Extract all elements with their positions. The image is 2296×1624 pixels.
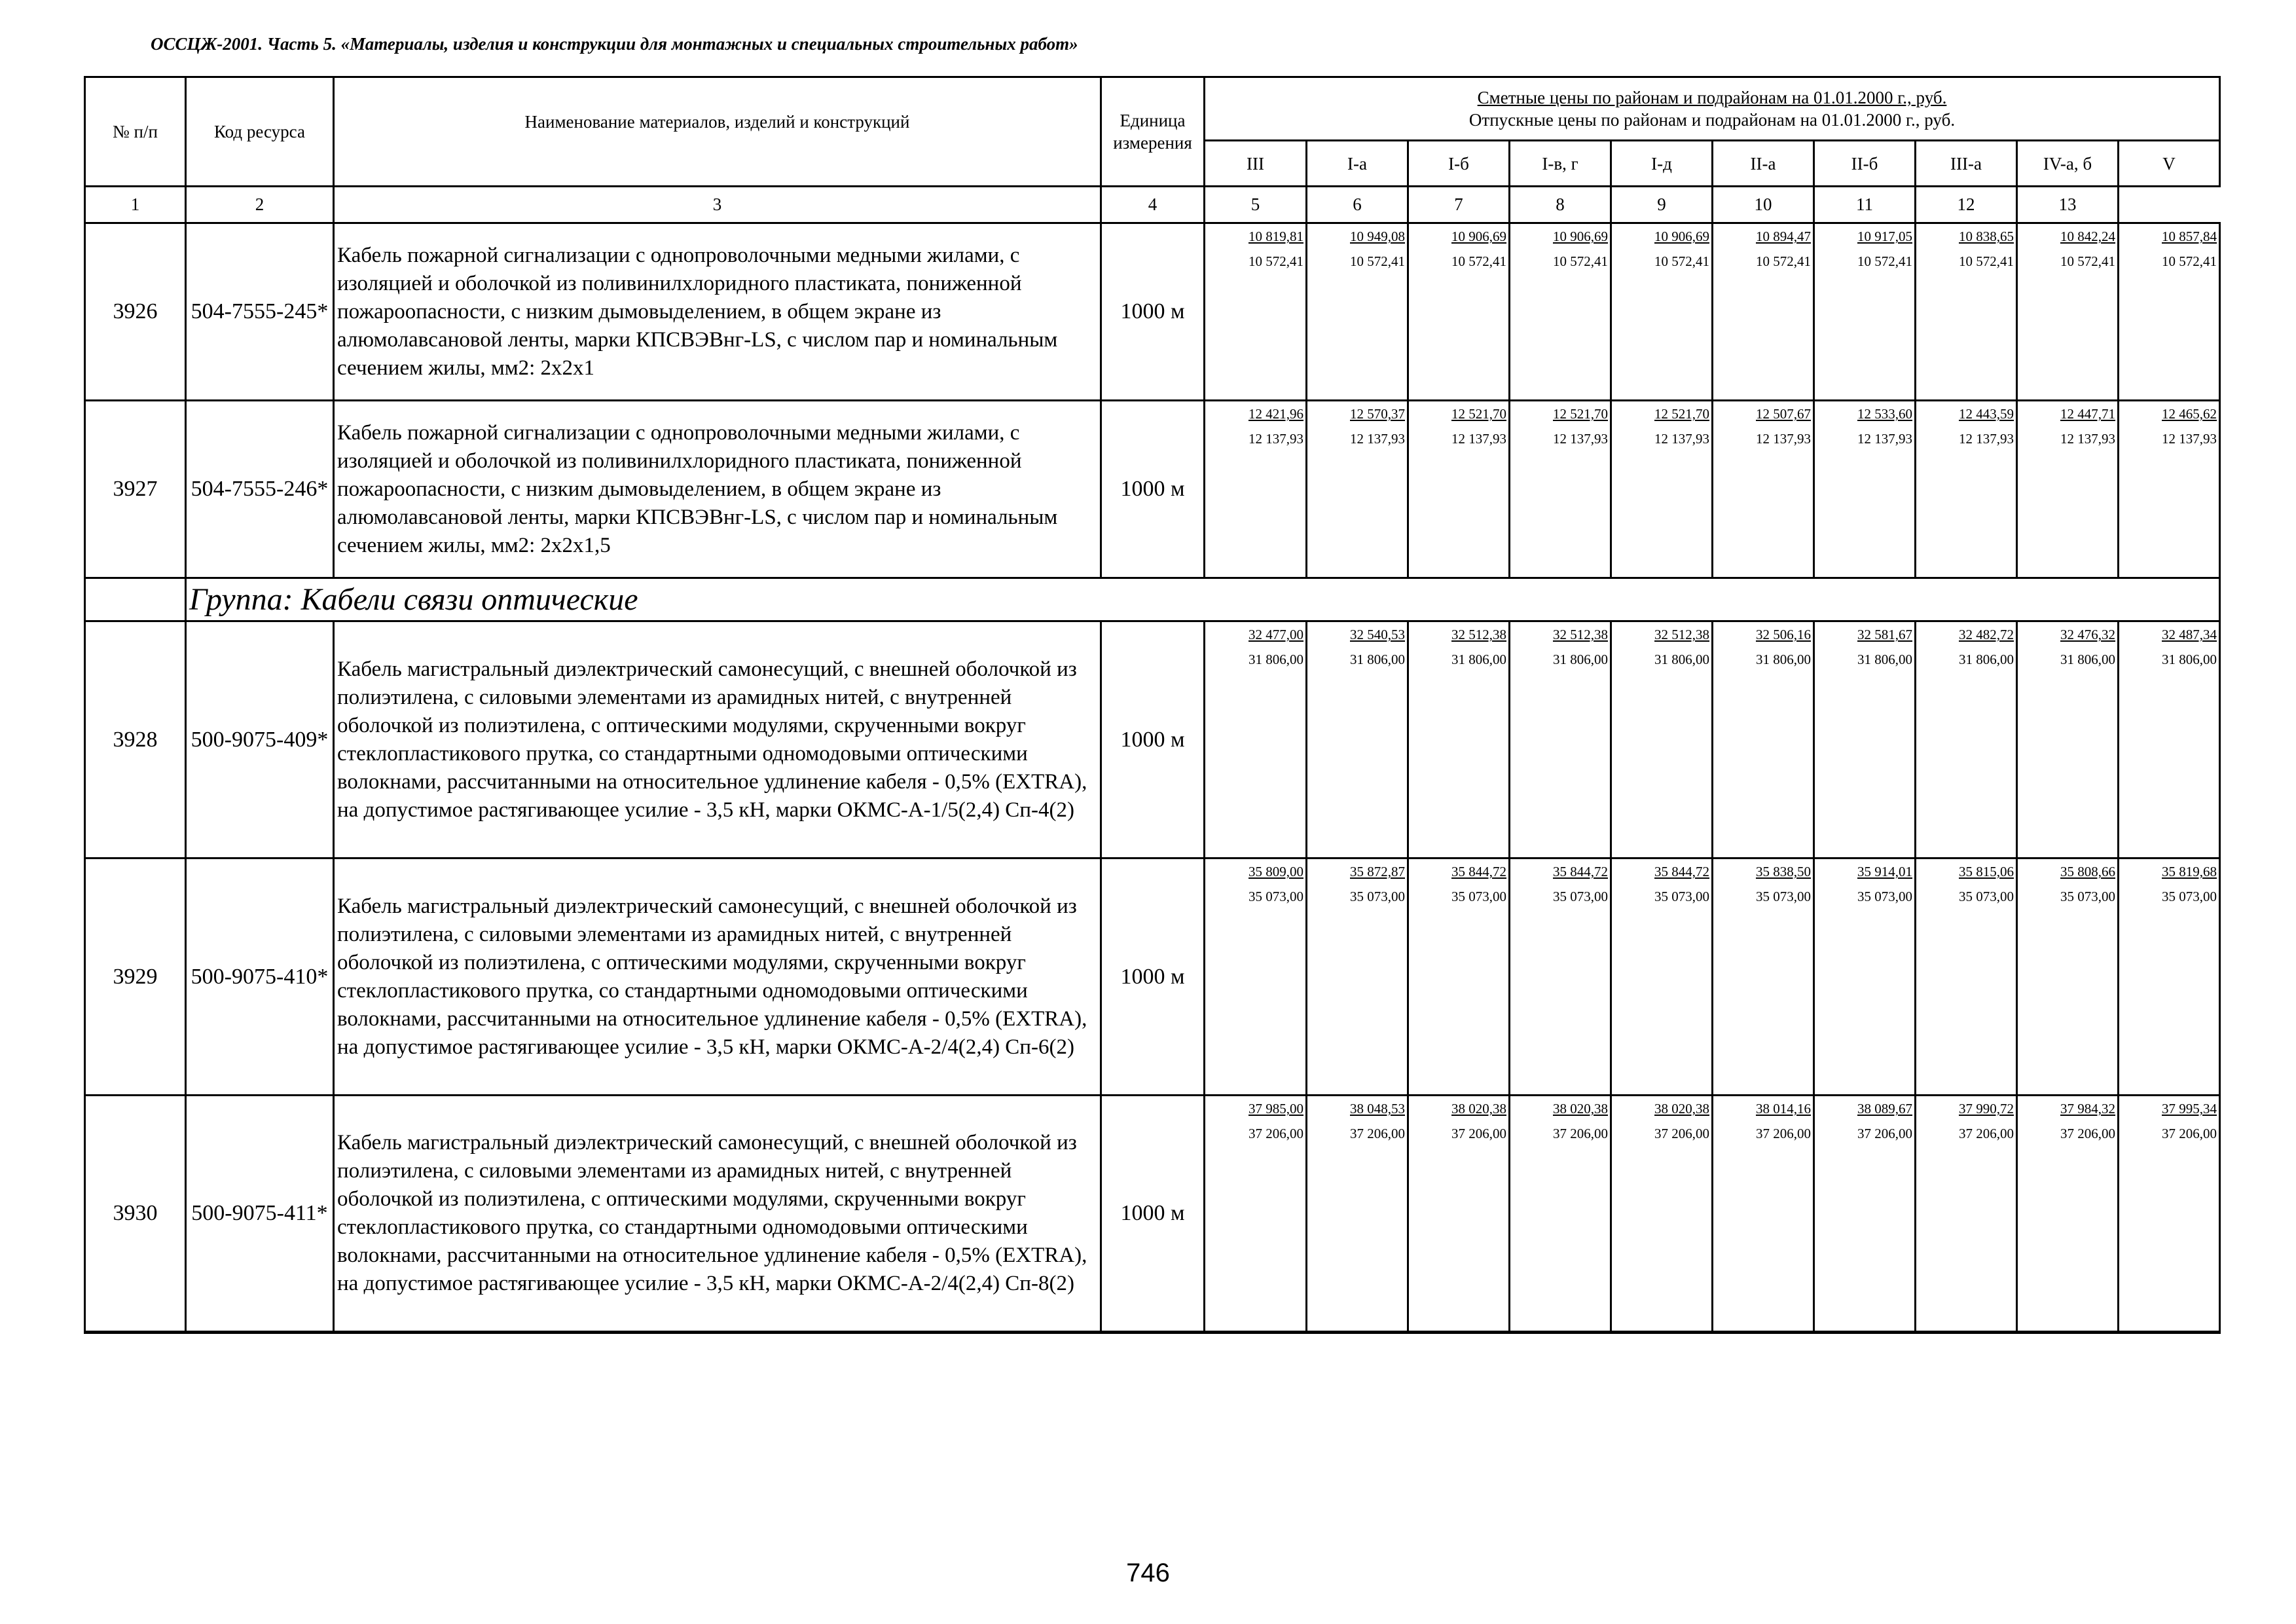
release-price: 31 806,00 xyxy=(1248,652,1303,667)
estimate-price: 12 533,60 xyxy=(1857,406,1912,422)
price-cell xyxy=(1307,858,1408,1096)
price-table-body xyxy=(85,77,2220,1333)
release-price: 12 137,93 xyxy=(1248,431,1303,447)
estimate-price: 32 581,67 xyxy=(1857,627,1912,642)
page-number: 746 xyxy=(1126,1559,1170,1587)
price-cell xyxy=(1916,858,2017,1096)
release-price: 35 073,00 xyxy=(1654,889,1709,904)
estimate-price: 10 906,69 xyxy=(1451,229,1506,244)
release-price: 37 206,00 xyxy=(1350,1126,1405,1141)
group-num-cell xyxy=(85,578,186,621)
price-cell xyxy=(1205,621,1307,858)
price-cell xyxy=(1408,401,1510,578)
price-cell xyxy=(2017,1096,2119,1333)
table-row xyxy=(85,1096,2220,1333)
price-cell xyxy=(1205,858,1307,1096)
release-price: 37 206,00 xyxy=(2060,1126,2115,1141)
estimate-price: 35 844,72 xyxy=(1654,864,1709,879)
item-name: Кабель пожарной сигнализации с однопроволочными медными жилами, с изоляцией и оболочкой из поливинилхлоридного пластиката, пониженной пожароопасности, с низким дымовыделением, в общем экране из алюмолавсановой ленты, марки КПСВЭВнг-LS, с числом пар и номинальным сечением жилы, мм2: 2х2х1,5 xyxy=(334,401,1101,578)
release-price: 12 137,93 xyxy=(1857,431,1912,447)
column-number: 2 xyxy=(186,187,334,223)
district-header: IV-а, б xyxy=(2017,141,2119,187)
release-price: 35 073,00 xyxy=(1248,889,1303,904)
release-price: 31 806,00 xyxy=(1654,652,1709,667)
release-price: 31 806,00 xyxy=(2162,652,2217,667)
estimate-price: 38 020,38 xyxy=(1451,1101,1506,1116)
column-number: 8 xyxy=(1510,187,1611,223)
price-cell xyxy=(1510,223,1611,401)
row-number: 3930 xyxy=(85,1096,186,1333)
release-price: 35 073,00 xyxy=(1756,889,1811,904)
price-cell xyxy=(1510,858,1611,1096)
price-cell xyxy=(1713,401,1814,578)
release-price: 35 073,00 xyxy=(2162,889,2217,904)
estimate-price: 37 985,00 xyxy=(1248,1101,1303,1116)
column-number: 4 xyxy=(1101,187,1205,223)
release-price: 37 206,00 xyxy=(1654,1126,1709,1141)
estimate-price: 35 838,50 xyxy=(1756,864,1811,879)
estimate-price: 10 949,08 xyxy=(1350,229,1405,244)
column-number: 13 xyxy=(2017,187,2119,223)
estimate-price: 12 465,62 xyxy=(2162,406,2217,422)
estimate-price: 10 842,24 xyxy=(2060,229,2115,244)
estimate-price: 38 048,53 xyxy=(1350,1101,1405,1116)
column-number: 3 xyxy=(334,187,1101,223)
district-header: II-б xyxy=(1814,141,1916,187)
estimate-price: 12 447,71 xyxy=(2060,406,2115,422)
release-price: 12 137,93 xyxy=(2162,431,2217,447)
price-cell xyxy=(2119,1096,2220,1333)
estimate-price: 37 984,32 xyxy=(2060,1101,2115,1116)
price-cell xyxy=(1916,1096,2017,1333)
document-title: ОССЦЖ-2001. Часть 5. «Материалы, изделия и конструкции для монтажных и специальных строительных работ» xyxy=(151,34,1078,54)
estimate-price: 32 540,53 xyxy=(1350,627,1405,642)
header-unit-line2: измерения xyxy=(1113,133,1192,153)
release-price: 31 806,00 xyxy=(1959,652,2014,667)
estimate-price: 12 521,70 xyxy=(1654,406,1709,422)
release-price: 31 806,00 xyxy=(1451,652,1506,667)
row-number: 3929 xyxy=(85,858,186,1096)
estimate-price: 12 521,70 xyxy=(1451,406,1506,422)
estimate-price: 12 570,37 xyxy=(1350,406,1405,422)
estimate-price: 35 819,68 xyxy=(2162,864,2217,879)
estimate-price: 37 995,34 xyxy=(2162,1101,2217,1116)
unit-of-measure: 1000 м xyxy=(1101,223,1205,401)
release-price: 37 206,00 xyxy=(1553,1126,1608,1141)
estimate-price: 37 990,72 xyxy=(1959,1101,2014,1116)
column-number: 10 xyxy=(1713,187,1814,223)
estimate-price: 12 507,67 xyxy=(1756,406,1811,422)
item-name: Кабель магистральный диэлектрический самонесущий, с внешней оболочкой из полиэтилена, с силовыми элементами из арамидных нитей, с внутренней оболочкой из полиэтилена, с оптическими модулями, скрученными вокруг стеклопластикового прутка, со стандартными одномодовыми оптическими волокнами, рассчитанными на относительное удлинение кабеля - 0,5% (EXTRA), на допустимое растягивающее усилие - 3,5 кН, марки ОКМС-А-2/4(2,4) Сп-8(2) xyxy=(334,1096,1101,1333)
price-cell xyxy=(1205,401,1307,578)
estimate-price: 35 914,01 xyxy=(1857,864,1912,879)
district-header: V xyxy=(2119,141,2220,187)
release-price: 12 137,93 xyxy=(1654,431,1709,447)
release-price: 31 806,00 xyxy=(1756,652,1811,667)
district-header: I-д xyxy=(1611,141,1713,187)
price-cell xyxy=(1408,223,1510,401)
release-price: 37 206,00 xyxy=(1248,1126,1303,1141)
price-cell xyxy=(1916,621,2017,858)
estimate-price: 10 906,69 xyxy=(1654,229,1709,244)
price-cell xyxy=(1814,1096,1916,1333)
price-cell xyxy=(1713,1096,1814,1333)
column-number: 6 xyxy=(1307,187,1408,223)
price-cell xyxy=(2119,621,2220,858)
district-header: I-а xyxy=(1307,141,1408,187)
price-cell xyxy=(1814,858,1916,1096)
estimate-price: 12 421,96 xyxy=(1248,406,1303,422)
row-number: 3926 xyxy=(85,223,186,401)
column-number: 7 xyxy=(1408,187,1510,223)
resource-code: 504-7555-246* xyxy=(186,401,334,578)
estimate-price: 38 089,67 xyxy=(1857,1101,1912,1116)
release-price: 31 806,00 xyxy=(1857,652,1912,667)
district-header: III-а xyxy=(1916,141,2017,187)
estimate-price: 35 872,87 xyxy=(1350,864,1405,879)
price-cell xyxy=(1814,621,1916,858)
price-cell xyxy=(1510,1096,1611,1333)
price-cell xyxy=(1916,223,2017,401)
resource-code: 500-9075-409* xyxy=(186,621,334,858)
item-name: Кабель магистральный диэлектрический самонесущий, с внешней оболочкой из полиэтилена, с силовыми элементами из арамидных нитей, с внутренней оболочкой из полиэтилена, с оптическими модулями, скрученными вокруг стеклопластикового прутка, со стандартными одномодовыми оптическими волокнами, рассчитанными на относительное удлинение кабеля - 0,5% (EXTRA), на допустимое растягивающее усилие - 3,5 кН, марки ОКМС-А-2/4(2,4) Сп-6(2) xyxy=(334,858,1101,1096)
unit-of-measure: 1000 м xyxy=(1101,1096,1205,1333)
price-cell xyxy=(1205,223,1307,401)
release-price: 10 572,41 xyxy=(1756,253,1811,269)
header-row xyxy=(85,77,2220,141)
estimate-price: 32 512,38 xyxy=(1654,627,1709,642)
unit-of-measure: 1000 м xyxy=(1101,401,1205,578)
district-header: I-в, г xyxy=(1510,141,1611,187)
price-cell xyxy=(1307,223,1408,401)
estimate-price: 35 815,06 xyxy=(1959,864,2014,879)
release-price: 10 572,41 xyxy=(1959,253,2014,269)
price-cell xyxy=(2017,621,2119,858)
resource-code: 500-9075-410* xyxy=(186,858,334,1096)
release-price: 12 137,93 xyxy=(1350,431,1405,447)
release-price: 35 073,00 xyxy=(1350,889,1405,904)
release-price: 35 073,00 xyxy=(1857,889,1912,904)
release-price: 35 073,00 xyxy=(1959,889,2014,904)
release-price: 12 137,93 xyxy=(1553,431,1608,447)
estimate-price: 35 844,72 xyxy=(1553,864,1608,879)
price-cell xyxy=(1408,858,1510,1096)
table-row xyxy=(85,621,2220,858)
release-price: 37 206,00 xyxy=(2162,1126,2217,1141)
table-row xyxy=(85,858,2220,1096)
price-cell xyxy=(1510,621,1611,858)
price-cell xyxy=(1814,401,1916,578)
item-name: Кабель пожарной сигнализации с однопроволочными медными жилами, с изоляцией и оболочкой из поливинилхлоридного пластиката, пониженной пожароопасности, с низким дымовыделением, в общем экране из алюмолавсановой ленты, марки КПСВЭВнг-LS, с числом пар и номинальным сечением жилы, мм2: 2х2х1 xyxy=(334,223,1101,401)
estimate-price: 35 808,66 xyxy=(2060,864,2115,879)
district-header: III xyxy=(1205,141,1307,187)
district-header: I-б xyxy=(1408,141,1510,187)
estimate-price: 38 020,38 xyxy=(1553,1101,1608,1116)
release-price: 12 137,93 xyxy=(1451,431,1506,447)
item-name: Кабель магистральный диэлектрический самонесущий, с внешней оболочкой из полиэтилена, с силовыми элементами из арамидных нитей, с внутренней оболочкой из полиэтилена, с оптическими модулями, скрученными вокруг стеклопластикового прутка, со стандартными одномодовыми оптическими волокнами, рассчитанными на относительное удлинение кабеля - 0,5% (EXTRA), на допустимое растягивающее усилие - 3,5 кН, марки ОКМС-А-1/5(2,4) Сп-4(2) xyxy=(334,621,1101,858)
price-cell xyxy=(2017,401,2119,578)
price-cell xyxy=(2119,223,2220,401)
row-number: 3928 xyxy=(85,621,186,858)
price-cell xyxy=(1307,401,1408,578)
release-price: 10 572,41 xyxy=(2060,253,2115,269)
release-price: 35 073,00 xyxy=(1451,889,1506,904)
release-price: 10 572,41 xyxy=(1857,253,1912,269)
release-price: 10 572,41 xyxy=(1248,253,1303,269)
header-unit-line1: Единица xyxy=(1120,111,1186,130)
estimate-price: 32 512,38 xyxy=(1451,627,1506,642)
estimate-price: 32 476,32 xyxy=(2060,627,2115,642)
price-cell xyxy=(1713,858,1814,1096)
price-cell xyxy=(1307,621,1408,858)
estimate-price: 10 819,81 xyxy=(1248,229,1303,244)
column-number: 5 xyxy=(1205,187,1307,223)
price-cell xyxy=(1611,621,1713,858)
column-number: 1 xyxy=(85,187,186,223)
estimate-price: 10 838,65 xyxy=(1959,229,2014,244)
price-cell xyxy=(1611,858,1713,1096)
header-unit xyxy=(1101,77,1205,187)
group-row xyxy=(85,578,2220,621)
release-price: 12 137,93 xyxy=(1756,431,1811,447)
table-row xyxy=(85,401,2220,578)
price-cell xyxy=(1408,621,1510,858)
unit-of-measure: 1000 м xyxy=(1101,621,1205,858)
estimate-price: 38 014,16 xyxy=(1756,1101,1811,1116)
price-cell xyxy=(1611,1096,1713,1333)
estimate-price: 10 857,84 xyxy=(2162,229,2217,244)
column-number: 9 xyxy=(1611,187,1713,223)
column-number: 11 xyxy=(1814,187,1916,223)
price-cell xyxy=(1510,401,1611,578)
table-row xyxy=(85,223,2220,401)
price-cell xyxy=(2017,223,2119,401)
estimate-price: 32 506,16 xyxy=(1756,627,1811,642)
price-cell xyxy=(1713,621,1814,858)
estimate-price: 38 020,38 xyxy=(1654,1101,1709,1116)
estimate-price: 12 443,59 xyxy=(1959,406,2014,422)
estimate-price: 32 512,38 xyxy=(1553,627,1608,642)
release-price: 37 206,00 xyxy=(1756,1126,1811,1141)
estimate-price: 32 482,72 xyxy=(1959,627,2014,642)
release-price: 12 137,93 xyxy=(1959,431,2014,447)
release-price: 31 806,00 xyxy=(2060,652,2115,667)
price-cell xyxy=(2017,858,2119,1096)
price-cell xyxy=(2119,858,2220,1096)
price-cell xyxy=(2119,401,2220,578)
release-price: 37 206,00 xyxy=(1451,1126,1506,1141)
group-title: Группа: Кабели связи оптические xyxy=(186,578,2220,621)
release-price: 35 073,00 xyxy=(2060,889,2115,904)
estimate-price: 10 906,69 xyxy=(1553,229,1608,244)
column-number: 12 xyxy=(1916,187,2017,223)
price-cell xyxy=(1408,1096,1510,1333)
release-price: 35 073,00 xyxy=(1553,889,1608,904)
release-price: 37 206,00 xyxy=(1857,1126,1912,1141)
header-code: Код ресурса xyxy=(186,77,334,187)
estimate-price: 10 894,47 xyxy=(1756,229,1811,244)
price-cell xyxy=(1814,223,1916,401)
resource-code: 504-7555-245* xyxy=(186,223,334,401)
release-price: 10 572,41 xyxy=(1451,253,1506,269)
price-cell xyxy=(1205,1096,1307,1333)
district-header: II-а xyxy=(1713,141,1814,187)
release-price: 10 572,41 xyxy=(1654,253,1709,269)
estimate-price: 35 844,72 xyxy=(1451,864,1506,879)
price-cell xyxy=(1611,223,1713,401)
release-price: 37 206,00 xyxy=(1959,1126,2014,1141)
header-num: № п/п xyxy=(85,77,186,187)
row-number: 3927 xyxy=(85,401,186,578)
price-cell xyxy=(1916,401,2017,578)
column-numbers-row xyxy=(85,187,2220,223)
price-cell xyxy=(1713,223,1814,401)
release-price: 10 572,41 xyxy=(2162,253,2217,269)
price-table xyxy=(84,76,2221,1334)
resource-code: 500-9075-411* xyxy=(186,1096,334,1333)
unit-of-measure: 1000 м xyxy=(1101,858,1205,1096)
release-price: 10 572,41 xyxy=(1350,253,1405,269)
release-price: 31 806,00 xyxy=(1553,652,1608,667)
release-price: 12 137,93 xyxy=(2060,431,2115,447)
header-prices-estimate: Сметные цены по районам и подрайонам на 01.01.2000 г., руб. xyxy=(1477,88,1947,107)
estimate-price: 32 477,00 xyxy=(1248,627,1303,642)
header-prices-release: Отпускные цены по районам и подрайонам на 01.01.2000 г., руб. xyxy=(1468,110,1956,130)
header-name: Наименование материалов, изделий и конструкций xyxy=(334,77,1101,187)
release-price: 10 572,41 xyxy=(1553,253,1608,269)
price-cell xyxy=(1611,401,1713,578)
release-price: 31 806,00 xyxy=(1350,652,1405,667)
estimate-price: 32 487,34 xyxy=(2162,627,2217,642)
estimate-price: 35 809,00 xyxy=(1248,864,1303,879)
price-cell xyxy=(1307,1096,1408,1333)
estimate-price: 12 521,70 xyxy=(1553,406,1608,422)
estimate-price: 10 917,05 xyxy=(1857,229,1912,244)
header-prices xyxy=(1205,77,2220,141)
